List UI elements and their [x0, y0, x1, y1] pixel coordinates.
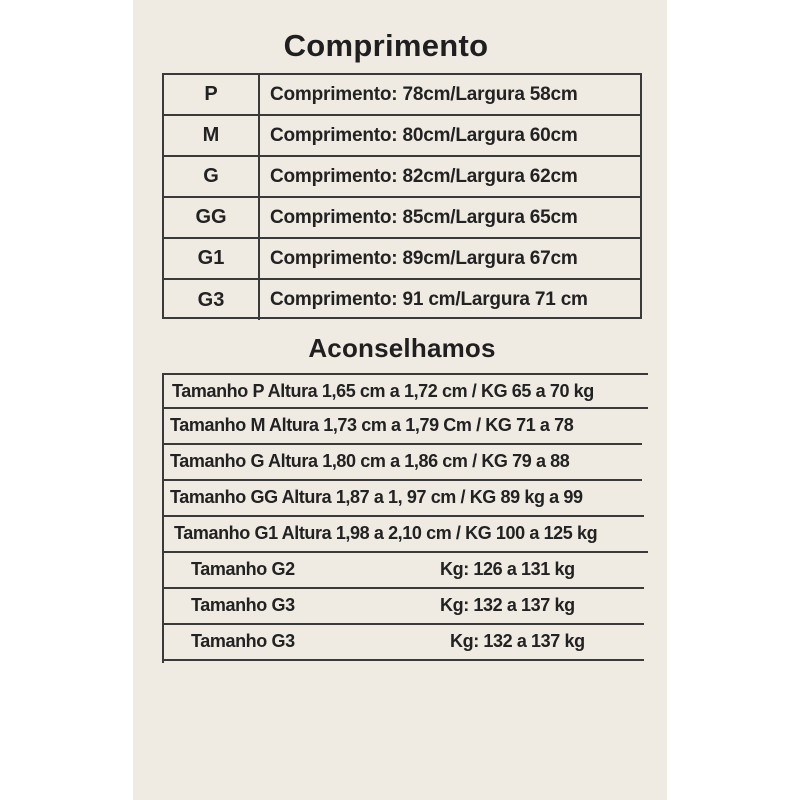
recommendation-text: Tamanho G Altura 1,80 cm a 1,86 cm / KG 79 a 88 — [170, 451, 570, 471]
size-label: G1 — [164, 239, 260, 278]
table-row — [164, 409, 642, 445]
recommendation-kg: Kg: 132 a 137 kg — [450, 631, 585, 651]
page-title-comprimento: Comprimento — [283, 28, 489, 63]
recommendation-text: Tamanho GG Altura 1,87 a 1, 97 cm / KG 89 kg a 99 — [170, 487, 583, 507]
size-label: G — [164, 157, 260, 196]
table-row — [164, 198, 640, 239]
table-row — [164, 239, 640, 280]
recommendation-text: Tamanho M Altura 1,73 cm a 1,79 Cm / KG 71 a 78 — [170, 415, 574, 435]
size-label: M — [164, 116, 260, 155]
table-row — [164, 481, 644, 517]
recommendation-table — [162, 373, 642, 663]
table-row — [164, 280, 640, 320]
size-label: P — [164, 75, 260, 114]
table-row — [164, 75, 640, 116]
recommendation-size: Tamanho G3 — [191, 595, 295, 615]
table-row — [164, 517, 648, 553]
section-title-aconselhamos: Aconselhamos — [308, 333, 496, 363]
recommendation-text: Tamanho P Altura 1,65 cm a 1,72 cm / KG 65 a 70 kg — [172, 381, 594, 401]
size-dimensions: Comprimento: 82cm/Largura 62cm — [270, 165, 578, 187]
size-label: G3 — [164, 280, 260, 320]
table-row — [164, 589, 644, 625]
recommendation-text: Tamanho G1 Altura 1,98 a 2,10 cm / KG 100 a 125 kg — [174, 523, 598, 543]
size-label: GG — [164, 198, 260, 237]
recommendation-size: Tamanho G2 — [191, 559, 295, 579]
recommendation-size: Tamanho G3 — [191, 631, 295, 651]
size-chart-table — [162, 73, 642, 319]
table-row — [164, 445, 642, 481]
size-dimensions: Comprimento: 85cm/Largura 65cm — [270, 206, 578, 228]
table-row — [164, 157, 640, 198]
table-row — [164, 625, 644, 661]
size-dimensions: Comprimento: 80cm/Largura 60cm — [270, 124, 578, 146]
table-row — [164, 373, 648, 409]
recommendation-kg: Kg: 132 a 137 kg — [440, 595, 575, 615]
size-dimensions: Comprimento: 89cm/Largura 67cm — [270, 247, 578, 269]
table-row — [164, 553, 644, 589]
recommendation-kg: Kg: 126 a 131 kg — [440, 559, 575, 579]
size-dimensions: Comprimento: 91 cm/Largura 71 cm — [270, 289, 588, 310]
size-dimensions: Comprimento: 78cm/Largura 58cm — [270, 83, 578, 105]
table-row — [164, 116, 640, 157]
